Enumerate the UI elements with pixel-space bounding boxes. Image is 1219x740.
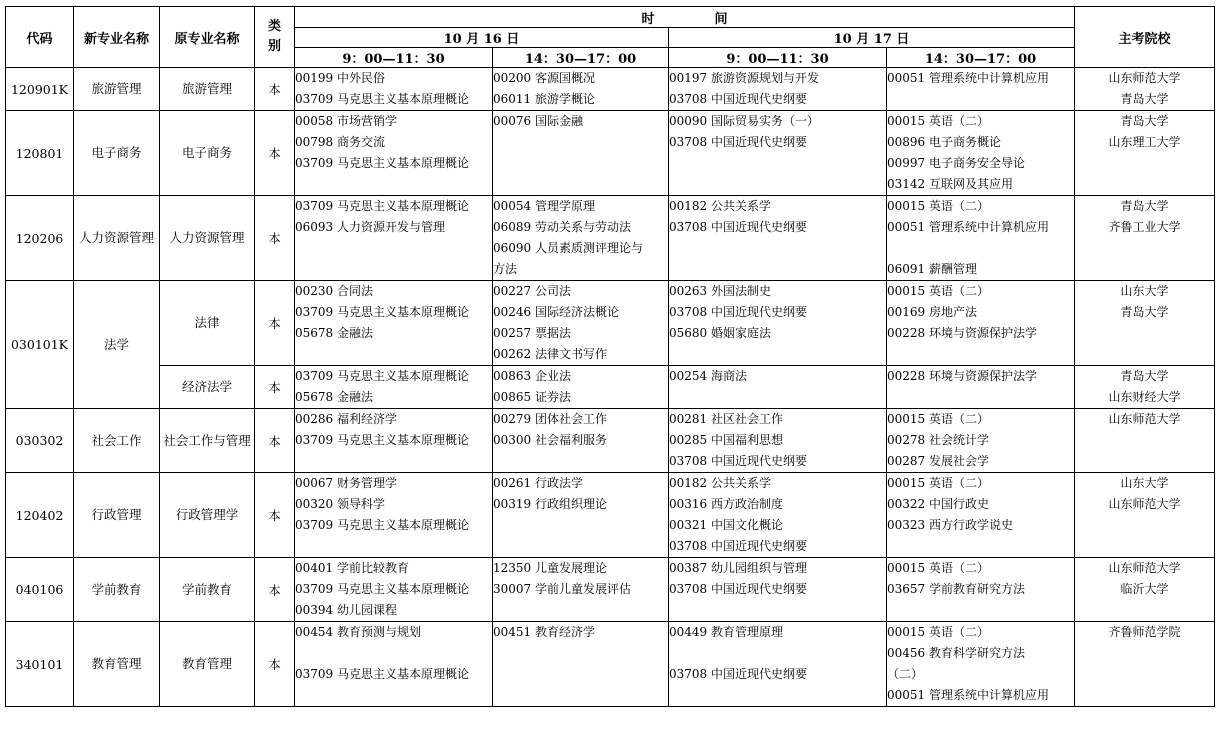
exam-course: 00997 电子商务安全导论 — [887, 156, 1025, 170]
exam-course: 00257 票据法 — [493, 326, 571, 340]
exam-slot-d16am — [295, 622, 493, 707]
table-row — [6, 622, 1215, 707]
exam-slot-d17pm — [887, 111, 1075, 196]
major-code: 340101 — [15, 656, 64, 672]
exam-course: 00863 企业法 — [493, 369, 571, 383]
exam-slot-d17pm — [887, 622, 1075, 707]
exam-course: 03708 中国近现代史纲要 — [669, 135, 807, 149]
category-label: 本 — [268, 433, 281, 449]
exam-slot-d16pm — [493, 281, 669, 366]
major-code-cell — [6, 68, 74, 111]
exam-slot-d16pm — [493, 366, 669, 409]
exam-course — [669, 643, 886, 664]
header-time-left: 时 — [641, 11, 655, 27]
exam-course: 00451 教育经济学 — [493, 625, 595, 639]
table-row — [6, 196, 1215, 281]
table-row — [6, 558, 1215, 622]
old-major-name: 学前教育 — [181, 581, 232, 597]
exam-course — [887, 238, 1074, 259]
exam-course: 03709 马克思主义基本原理概论 — [295, 582, 469, 596]
new-major-cell — [74, 196, 160, 281]
exam-course: 00316 西方政治制度 — [669, 497, 783, 511]
exam-course: 00262 法律文书写作 — [493, 347, 607, 361]
exam-course: 00865 证券法 — [493, 390, 571, 404]
category-label: 本 — [268, 146, 281, 161]
new-major-name: 学前教育 — [91, 581, 142, 597]
major-code-cell — [6, 281, 74, 409]
school-cell — [1075, 409, 1215, 473]
school-cell — [1075, 111, 1215, 196]
school-name: 青岛大学 — [1120, 114, 1169, 128]
exam-course: 00246 国际经济法概论 — [493, 305, 619, 319]
exam-course: 00015 英语（二） — [887, 114, 989, 128]
exam-slot-d16pm — [493, 409, 669, 473]
exam-slot-d16am — [295, 68, 493, 111]
header-time — [295, 7, 1075, 28]
exam-slot-d17pm — [887, 196, 1075, 281]
major-code: 040106 — [15, 582, 64, 597]
exam-course: 05678 金融法 — [295, 326, 373, 340]
new-major-cell — [74, 68, 160, 111]
exam-course: 00058 市场营销学 — [295, 114, 397, 128]
major-code: 120901K — [10, 81, 69, 97]
new-major-cell — [74, 281, 160, 409]
exam-slot-d17pm — [887, 473, 1075, 558]
new-major-cell — [74, 409, 160, 473]
old-major-name: 法律 — [194, 315, 220, 330]
header-oct17-pm: 14：30—17：00 — [887, 48, 1075, 68]
major-code-cell — [6, 622, 74, 707]
exam-course: 03709 马克思主义基本原理概论 — [295, 305, 469, 319]
exam-course: 00182 公共关系学 — [669, 476, 771, 490]
exam-schedule-table — [5, 6, 1215, 707]
schedule-body — [6, 68, 1215, 707]
exam-slot-d16pm — [493, 622, 669, 707]
exam-slot-d17am — [669, 409, 887, 473]
exam-course: 03142 互联网及其应用 — [887, 177, 1013, 191]
exam-course: 00287 发展社会学 — [887, 454, 989, 468]
exam-slot-d17am — [669, 366, 887, 409]
old-major-cell — [160, 196, 255, 281]
new-major-cell — [74, 558, 160, 622]
exam-course: 00261 行政法学 — [493, 476, 583, 490]
exam-course: 12350 儿童发展理论 — [493, 561, 607, 575]
school-name: 山东大学 — [1120, 476, 1169, 490]
school-cell — [1075, 68, 1215, 111]
header-category-text: 类 别 — [267, 19, 281, 54]
exam-course: 00199 中外民俗 — [295, 71, 385, 85]
school-name: 青岛大学 — [1120, 369, 1169, 383]
school-name: 山东师范大学 — [1108, 412, 1181, 426]
exam-course: 00254 海商法 — [669, 369, 747, 383]
exam-course: 06093 人力资源开发与管理 — [295, 220, 445, 234]
school-name: 山东大学 — [1120, 284, 1169, 298]
old-major-cell — [160, 111, 255, 196]
category-label: 本 — [268, 582, 281, 598]
header-new-major: 新专业名称 — [74, 7, 160, 68]
major-code: 030302 — [15, 433, 64, 448]
table-row — [6, 281, 1215, 366]
exam-course: 03709 马克思主义基本原理概论 — [295, 667, 469, 681]
exam-course: 00456 教育科学研究方法 — [887, 646, 1025, 660]
old-major-name: 经济法学 — [181, 379, 232, 394]
category-cell — [255, 111, 295, 196]
exam-course: 06090 人员素质测评理论与 — [493, 241, 643, 255]
exam-course: 05678 金融法 — [295, 390, 373, 404]
table-row — [6, 409, 1215, 473]
category-cell — [255, 622, 295, 707]
exam-course: 00279 团体社会工作 — [493, 412, 607, 426]
old-major-cell — [160, 558, 255, 622]
exam-course: 00228 环境与资源保护法学 — [887, 369, 1037, 383]
school-cell — [1075, 281, 1215, 366]
exam-slot-d17am — [669, 281, 887, 366]
exam-course: 00281 社区社会工作 — [669, 412, 783, 426]
header-school: 主考院校 — [1075, 7, 1215, 68]
exam-course: 00278 社会统计学 — [887, 433, 989, 447]
school-name: 山东师范大学 — [1108, 71, 1181, 85]
exam-course: 00401 学前比较教育 — [295, 561, 409, 575]
school-name: 青岛大学 — [1120, 92, 1169, 106]
exam-course: 03709 马克思主义基本原理概论 — [295, 92, 469, 106]
exam-course: 06011 旅游学概论 — [493, 92, 595, 106]
school-name: 青岛大学 — [1120, 199, 1169, 213]
table-row — [6, 366, 1215, 409]
exam-course — [295, 643, 492, 664]
major-code: 030101K — [10, 337, 69, 352]
exam-course: 03708 中国近现代史纲要 — [669, 582, 807, 596]
exam-course: 00798 商务交流 — [295, 135, 385, 149]
exam-slot-d16am — [295, 366, 493, 409]
new-major-name: 行政管理 — [91, 507, 142, 522]
exam-course: 00323 西方行政学说史 — [887, 518, 1013, 532]
old-major-cell — [160, 473, 255, 558]
school-name: 齐鲁工业大学 — [1108, 220, 1181, 234]
exam-course: 03708 中国近现代史纲要 — [669, 92, 807, 106]
major-code-cell — [6, 111, 74, 196]
old-major-name: 电子商务 — [181, 145, 232, 160]
category-cell — [255, 558, 295, 622]
exam-course: 00015 英语（二） — [887, 476, 989, 490]
exam-course: 00090 国际贸易实务（一） — [669, 114, 819, 128]
major-code-cell — [6, 196, 74, 281]
exam-course: 00896 电子商务概论 — [887, 135, 1001, 149]
exam-course: 03657 学前教育研究方法 — [887, 582, 1025, 596]
exam-course: 03709 马克思主义基本原理概论 — [295, 518, 469, 532]
exam-course: 方法 — [493, 262, 518, 276]
category-label: 本 — [268, 82, 281, 97]
exam-course: 00394 幼儿园课程 — [295, 603, 397, 617]
header-date-oct17: 10 月 17 日 — [669, 28, 1075, 48]
exam-slot-d16am — [295, 409, 493, 473]
new-major-name: 法学 — [103, 336, 129, 352]
school-name: 山东师范大学 — [1108, 497, 1181, 511]
exam-course: 05680 婚姻家庭法 — [669, 326, 771, 340]
exam-slot-d17am — [669, 558, 887, 622]
school-cell — [1075, 473, 1215, 558]
old-major-name: 行政管理学 — [175, 507, 239, 522]
exam-course: 00285 中国福利思想 — [669, 433, 783, 447]
header-date-oct16: 10 月 16 日 — [295, 28, 669, 48]
school-name: 山东财经大学 — [1108, 390, 1181, 404]
exam-course: 00228 环境与资源保护法学 — [887, 326, 1037, 340]
category-label: 本 — [268, 231, 281, 246]
school-cell — [1075, 622, 1215, 707]
exam-slot-d16am — [295, 473, 493, 558]
category-cell — [255, 473, 295, 558]
category-label: 本 — [268, 316, 281, 331]
exam-slot-d17pm — [887, 281, 1075, 366]
exam-slot-d17pm — [887, 366, 1075, 409]
header-oct16-am: 9：00—11：30 — [295, 48, 493, 68]
major-code-cell — [6, 409, 74, 473]
table-row — [6, 68, 1215, 111]
new-major-cell — [74, 473, 160, 558]
exam-course: 00286 福利经济学 — [295, 412, 397, 426]
new-major-cell — [74, 622, 160, 707]
exam-slot-d16pm — [493, 196, 669, 281]
table-row — [6, 111, 1215, 196]
exam-course: 00321 中国文化概论 — [669, 518, 783, 532]
exam-course: 00300 社会福利服务 — [493, 433, 607, 447]
exam-slot-d17am — [669, 111, 887, 196]
exam-course: 00015 英语（二） — [887, 561, 989, 575]
exam-course: 00182 公共关系学 — [669, 199, 771, 213]
major-code-cell — [6, 473, 74, 558]
exam-course: 00015 英语（二） — [887, 284, 989, 298]
exam-course: （二） — [887, 667, 924, 681]
school-cell — [1075, 196, 1215, 281]
exam-course: 06089 劳动关系与劳动法 — [493, 220, 631, 234]
exam-slot-d16pm — [493, 558, 669, 622]
new-major-name: 电子商务 — [91, 145, 142, 160]
table-row — [6, 473, 1215, 558]
school-name: 齐鲁师范学院 — [1108, 625, 1181, 639]
school-name: 山东理工大学 — [1108, 135, 1181, 149]
exam-course: 03709 马克思主义基本原理概论 — [295, 156, 469, 170]
category-cell — [255, 366, 295, 409]
exam-course: 03709 马克思主义基本原理概论 — [295, 199, 469, 213]
exam-slot-d16am — [295, 111, 493, 196]
header-time-right: 间 — [714, 11, 728, 27]
exam-course: 00319 行政组织理论 — [493, 497, 607, 511]
school-cell — [1075, 558, 1215, 622]
header-old-major: 原专业名称 — [160, 7, 255, 68]
exam-course: 00169 房地产法 — [887, 305, 977, 319]
exam-slot-d17am — [669, 196, 887, 281]
exam-slot-d16pm — [493, 473, 669, 558]
major-code: 120402 — [15, 507, 64, 523]
school-name: 临沂大学 — [1120, 582, 1169, 596]
exam-course: 03708 中国近现代史纲要 — [669, 305, 807, 319]
exam-course: 00387 幼儿园组织与管理 — [669, 561, 807, 575]
old-major-cell — [160, 68, 255, 111]
exam-course: 03708 中国近现代史纲要 — [669, 454, 807, 468]
exam-course: 03708 中国近现代史纲要 — [669, 220, 807, 234]
major-code: 120206 — [15, 230, 64, 246]
exam-slot-d17am — [669, 68, 887, 111]
exam-slot-d16am — [295, 196, 493, 281]
exam-course: 00076 国际金融 — [493, 114, 583, 128]
category-cell — [255, 281, 295, 366]
header-category — [255, 7, 295, 68]
old-major-cell — [160, 281, 255, 366]
category-cell — [255, 409, 295, 473]
exam-course: 03709 马克思主义基本原理概论 — [295, 369, 469, 383]
exam-slot-d17am — [669, 473, 887, 558]
new-major-cell — [74, 111, 160, 196]
exam-course: 00197 旅游资源规划与开发 — [669, 71, 819, 85]
exam-course: 03708 中国近现代史纲要 — [669, 539, 807, 553]
school-cell — [1075, 366, 1215, 409]
exam-course: 00054 管理学原理 — [493, 199, 595, 213]
exam-course: 00015 英语（二） — [887, 625, 989, 639]
category-cell — [255, 68, 295, 111]
exam-course: 03708 中国近现代史纲要 — [669, 667, 807, 681]
header-oct17-am: 9：00—11：30 — [669, 48, 887, 68]
school-name: 青岛大学 — [1120, 305, 1169, 319]
major-code: 120801 — [15, 145, 64, 161]
old-major-name: 社会工作与管理 — [163, 432, 251, 448]
header-code: 代码 — [6, 7, 74, 68]
exam-course: 00322 中国行政史 — [887, 497, 989, 511]
exam-slot-d17am — [669, 622, 887, 707]
exam-course: 00051 管理系统中计算机应用 — [887, 220, 1049, 234]
exam-slot-d16am — [295, 558, 493, 622]
exam-slot-d16pm — [493, 111, 669, 196]
old-major-cell — [160, 366, 255, 409]
new-major-name: 人力资源管理 — [78, 230, 154, 245]
new-major-name: 社会工作 — [91, 432, 142, 448]
exam-course: 00263 外国法制史 — [669, 284, 771, 298]
header-oct16-pm: 14：30—17：00 — [493, 48, 669, 68]
exam-course: 06091 薪酬管理 — [887, 262, 977, 276]
exam-slot-d17pm — [887, 68, 1075, 111]
old-major-cell — [160, 409, 255, 473]
exam-slot-d17pm — [887, 558, 1075, 622]
new-major-name: 教育管理 — [91, 656, 142, 671]
exam-course: 00227 公司法 — [493, 284, 571, 298]
exam-course: 00230 合同法 — [295, 284, 373, 298]
old-major-cell — [160, 622, 255, 707]
new-major-name: 旅游管理 — [91, 81, 142, 96]
school-name: 山东师范大学 — [1108, 561, 1181, 575]
old-major-name: 人力资源管理 — [169, 230, 245, 245]
category-cell — [255, 196, 295, 281]
category-label: 本 — [268, 380, 281, 395]
exam-course: 00449 教育管理原理 — [669, 625, 783, 639]
major-code-cell — [6, 558, 74, 622]
exam-course: 00015 英语（二） — [887, 412, 989, 426]
exam-course: 00320 领导科学 — [295, 497, 385, 511]
exam-course: 00051 管理系统中计算机应用 — [887, 688, 1049, 702]
exam-slot-d16am — [295, 281, 493, 366]
exam-course: 00454 教育预测与规划 — [295, 625, 421, 639]
exam-slot-d16pm — [493, 68, 669, 111]
exam-course: 00015 英语（二） — [887, 199, 989, 213]
old-major-name: 旅游管理 — [181, 81, 232, 96]
category-label: 本 — [268, 508, 281, 523]
exam-course: 00051 管理系统中计算机应用 — [887, 71, 1049, 85]
old-major-name: 教育管理 — [181, 656, 232, 671]
exam-course: 00200 客源国概况 — [493, 71, 595, 85]
exam-course: 30007 学前儿童发展评估 — [493, 582, 631, 596]
exam-course: 03709 马克思主义基本原理概论 — [295, 433, 469, 447]
exam-slot-d17pm — [887, 409, 1075, 473]
exam-course: 00067 财务管理学 — [295, 476, 397, 490]
category-label: 本 — [268, 657, 281, 672]
